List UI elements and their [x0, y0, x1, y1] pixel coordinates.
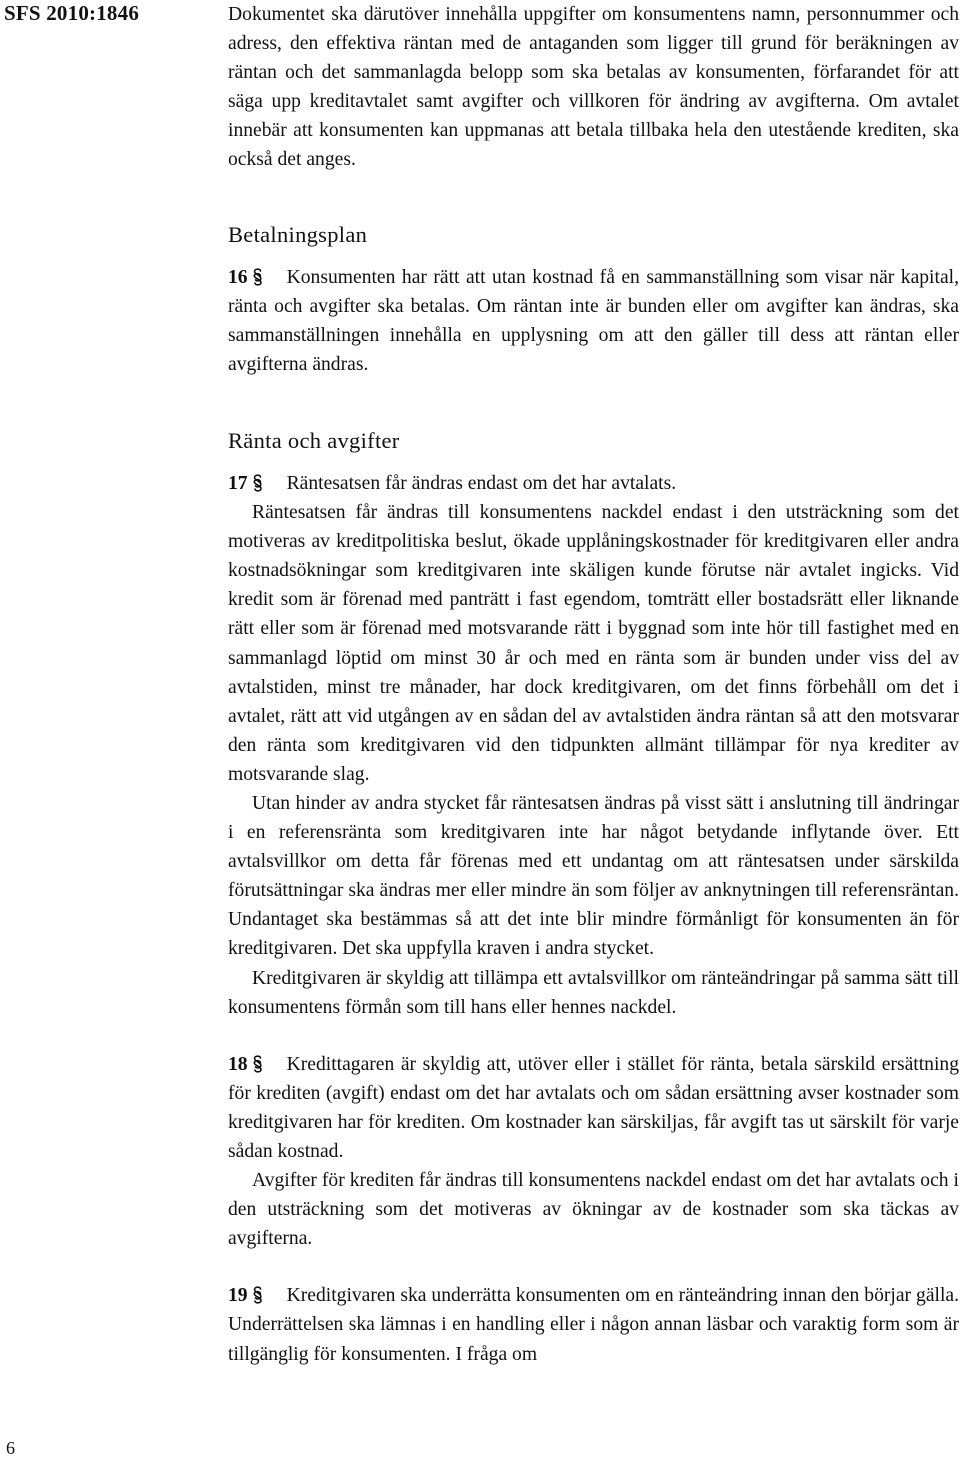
section-19-number: 19: [228, 1285, 248, 1307]
section-17-paragraph-2: Räntesatsen får ändras till konsumentens nackdel endast i den utsträckning som det motiveras av kreditpolitiska beslut, ökade upplåningskostnader för kreditgivaren eller andra kostnadsökningar som kreditgivaren inte skäligen kunde förutse när avtalet ingicks. Vid kredit som är förenad med panträtt i fast egendom, tomträtt eller bostadsrätt eller liknande rätt eller som är förenad med motsvarande rätt i byggnad som inte hör till fastighet med en sammanlagd löptid om minst 30 år och med en ränta som är bunden under viss del av avtalstiden, minst tre månader, har dock kreditgivaren, om det finns förbehåll om det i avtalet, rätt att vid utgången av en sådan del av avtalstiden ändra räntan så att den motsvarar den ränta som kreditgivaren vid den tidpunkten allmänt tillämpar för nya krediter av motsvarande slag.: [228, 502, 959, 785]
section-19-text: Kreditgivaren ska underrätta konsumenten om en ränteändring innan den börjar gälla. Underrättelsen ska lämnas i en handling eller i någon annan läsbar och varaktig form som är tillgänglig för konsumenten. I fråga om: [228, 1285, 959, 1365]
section-17-paragraph-4: Kreditgivaren är skyldig att tillämpa ett avtalsvillkor om ränteändringar på samma sätt till konsumentens förmån som till hans eller hennes nackdel.: [228, 967, 959, 1018]
section-17-paragraph-1: [228, 469, 959, 498]
section-18-paragraph-2: Avgifter för krediten får ändras till konsumentens nackdel endast om det har avtalats och i den utsträckning som det motiveras av ökningar av de kostnader som ska täckas av avgifterna.: [228, 1170, 959, 1250]
section-17-number: 17: [228, 472, 248, 494]
section-16-number: 16: [228, 266, 248, 288]
heading-ranta-och-avgifter: Ränta och avgifter: [228, 427, 400, 453]
section-sign-icon: [252, 473, 263, 493]
sfs-number: SFS 2010:1846: [4, 1, 140, 25]
section-sign-icon: [252, 1054, 263, 1074]
section-sign-icon: [252, 267, 263, 287]
section-16-text: Konsumenten har rätt att utan kostnad få en sammanställning som visar när kapital, ränta och avgifter ska betalas. Om räntan inte är bunden eller om avgifter kan ändras, ska sammanställningen innehålla en upplysning om att den gäller till dess att räntan eller avgifterna ändras.: [228, 266, 959, 375]
intro-paragraph: Dokumentet ska därutöver innehålla uppgifter om konsumentens namn, personnummer och adress, den effektiva räntan med de antaganden som ligger till grund för beräkningen av räntan och det sammanlagda belopp som ska betalas av konsumenten, förfarandet för att säga upp kreditavtalet samt avgifter och villkoren för ändring av avgifterna. Om avtalet innebär att konsumenten kan uppmanas att betala tillbaka hela den utestående krediten, ska också det anges.: [228, 4, 959, 171]
section-17-text: Räntesatsen får ändras endast om det har avtalats.: [286, 472, 677, 494]
section-18-number: 18: [228, 1053, 248, 1075]
page-number: 6: [6, 1438, 15, 1458]
section-sign-icon: [252, 1285, 263, 1305]
document-body: [228, 0, 959, 1369]
heading-betalningsplan: Betalningsplan: [228, 221, 368, 247]
section-16-paragraph: [228, 263, 959, 379]
section-18-paragraph-1: [228, 1050, 959, 1166]
section-17-paragraph-3: Utan hinder av andra stycket får räntesatsen ändras på visst sätt i anslutning till ändringar i en referensränta som kreditgivaren inte har något betydande inflytande över. Ett avtalsvillkor om detta får förenas med ett undantag om att räntesatsen under särskilda förutsättningar ska ändras mer eller mindre än som följer av anknytningen till referensräntan. Undantaget ska bestämmas så att det inte blir mindre förmånligt för konsumenten än för kreditgivaren. Det ska uppfylla kraven i andra stycket.: [228, 792, 959, 960]
section-19-paragraph-1: [228, 1281, 959, 1368]
section-18-text: Kredittagaren är skyldig att, utöver eller i stället för ränta, betala särskild ersättning för krediten (avgift) endast om det har avtalats och om sådan ersättning avser kostnader som kreditgivaren har för krediten. Om kostnader kan särskiljas, får avgift tas ut särskilt för varje sådan kostnad.: [228, 1053, 959, 1162]
